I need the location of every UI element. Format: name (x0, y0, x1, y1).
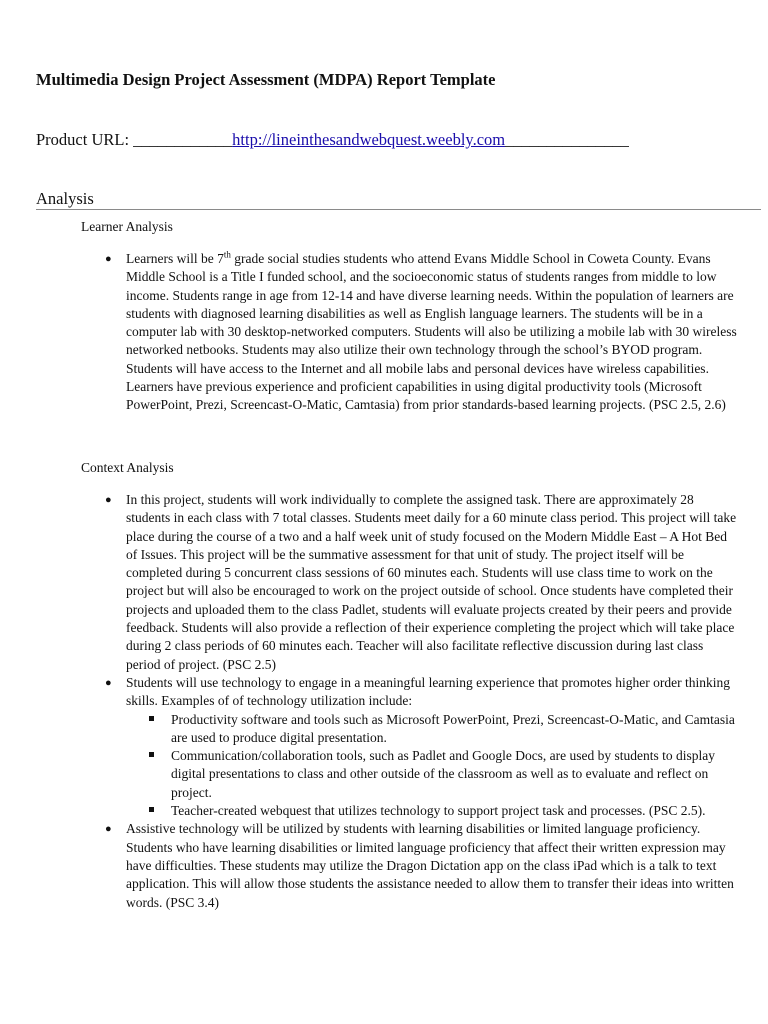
bullet-dot-icon: ● (105, 823, 112, 836)
url-underline-after: _______________ (505, 130, 629, 149)
superscript-th: th (223, 249, 231, 260)
square-bullet-icon (149, 807, 154, 812)
context-bullet-1: In this project, students will work individually to complete the assigned task. There are approximately 28 students in each class with 7 total classes. Students meet daily for a 60 minute class period. This project will take place during the course of a two and a half week unit of study focused on the Modern Middle East – A Hot Bed of Issues. This project will be the summative assessment for that unit of study. The project itself will be completed during 5 concurrent class sessions of 60 minutes each. Students will use class time to work on the project but will also be encouraged to work on the project outside of school. Once students have completed their projects and uploaded them to the class Padlet, students will evaluate projects created by their peers and provide feedback. Students will also provide a reflection of their experience completing the project which will take place during 2 class periods of 60 minutes each. Teacher will also facilitate reflective discussion during last class period of project. (PSC 2.5) (126, 492, 737, 672)
product-url-link[interactable]: http://lineinthesandwebquest.weebly.com (232, 130, 506, 149)
list-item (105, 249, 738, 415)
product-url-label: Product URL: (36, 130, 134, 149)
heading-rule (36, 209, 761, 210)
learner-analysis-heading: Learner Analysis (81, 219, 173, 234)
bullet-dot-icon: ● (105, 676, 112, 689)
context-analysis-list (105, 491, 738, 912)
document-title: Multimedia Design Project Assessment (MDPA) Report Template (36, 70, 496, 89)
learner-analysis-list (105, 249, 738, 415)
context-analysis-heading: Context Analysis (81, 460, 174, 475)
analysis-heading: Analysis (36, 189, 94, 208)
url-underline-before: ____________ (133, 130, 233, 149)
list-item (105, 491, 738, 674)
list-item (171, 711, 738, 748)
learner-bullet-post: grade social studies students who attend Evans Middle School in Coweta County. Evans Middle School is a Title I funded school, and the socioeconomic status of students ranges from middle to low income. Students range in age from 12-14 and have diverse learning needs. Within the population of learners are students with diagnosed learning disabilities as well as English language learners. The students will be in a computer lab with 30 desktop-networked computers. Students will also be utilizing a mobile lab with 30 wireless networked netbooks. Students may also utilize their own technology through the school’s BYOD program. Students will have access to the Internet and all mobile labs and personal devices have wireless capabilities. Learners have previous experience and proficient capabilities in using digital productivity tools (Microsoft PowerPoint, Prezi, Screencast-O-Matic, Camtasia) from prior standards-based learning projects. (PSC 2.5, 2.6) (126, 251, 737, 413)
sub-bullet-productivity: Productivity software and tools such as Microsoft PowerPoint, Prezi, Screencast-O-Matic, and Camtasia are used to produce digital presentation. (171, 711, 735, 745)
list-item (105, 820, 738, 911)
list-item (105, 674, 738, 820)
learner-bullet-pre: Learners will be 7 (126, 251, 224, 266)
sub-bullet-webquest: Teacher-created webquest that utilizes technology to support project task and processes. (PSC 2.5). (171, 803, 706, 819)
bullet-dot-icon: ● (105, 494, 112, 506)
bullet-dot-icon: ● (105, 253, 112, 265)
technology-examples-list (126, 711, 738, 821)
context-bullet-2: Students will use technology to engage in a meaningful learning experience that promotes higher order thinking skills. Examples of of technology utilization include: (126, 674, 730, 709)
product-url-line (36, 130, 629, 150)
square-bullet-icon (149, 716, 154, 721)
context-bullet-3: Assistive technology will be utilized by students with learning disabilities or limited language proficiency. Students who have learning disabilities or limited language proficiency that affect their written expression may have difficulties. These students may utilize the Dragon Dictation app on the class iPad which is a talk to text application. This will allow those students the assistance needed to allow them to transfer their ideas into written words. (PSC 3.4) (126, 821, 734, 910)
square-bullet-icon (149, 752, 154, 757)
list-item (171, 802, 738, 820)
sub-bullet-communication: Communication/collaboration tools, such as Padlet and Google Docs, are used by students to display digital presentations to class and other outside of the classroom as well as to evaluate and reflect on project. (171, 748, 716, 800)
list-item (171, 747, 738, 802)
